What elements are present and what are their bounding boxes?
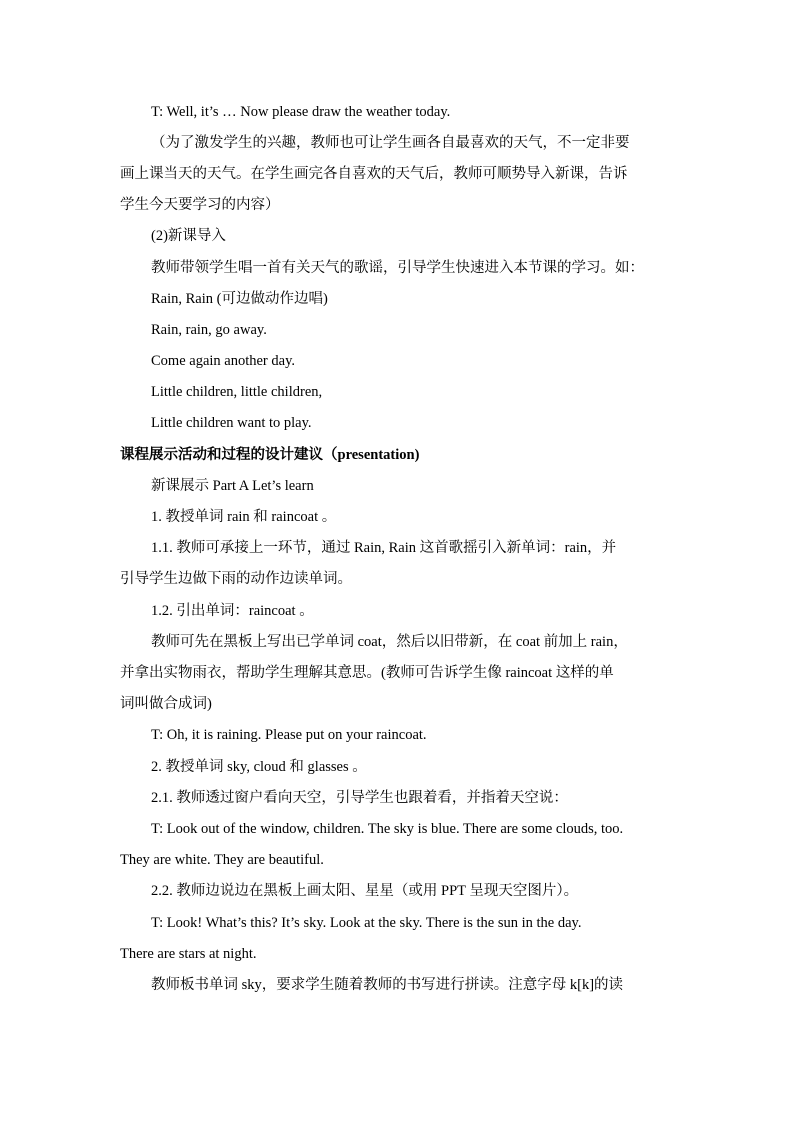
- numbered-item: 2.2. 教师边说边在黑板上画太阳、星星（或用 PPT 呈现天空图片）。: [151, 883, 579, 899]
- subheading: (2)新课导入: [151, 228, 226, 244]
- section-heading: 课程展示活动和过程的设计建议（presentation): [120, 447, 420, 463]
- song-line: Little children want to play.: [151, 415, 312, 431]
- dialogue-line: There are stars at night.: [120, 946, 257, 962]
- dialogue-line: T: Oh, it is raining. Please put on your raincoat.: [151, 727, 427, 743]
- dialogue-line: T: Look! What’s this? It’s sky. Look at the sky. There is the sun in the day.: [151, 915, 582, 931]
- paragraph-line: 引导学生边做下雨的动作边读单词。: [120, 571, 352, 587]
- song-title: Rain, Rain (可边做动作边唱): [151, 291, 328, 307]
- paragraph-line: （为了激发学生的兴趣，教师也可让学生画各自最喜欢的天气，不一定非要: [151, 135, 630, 151]
- numbered-item: 1.1. 教师可承接上一环节，通过 Rain, Rain 这首歌摇引入新单词：rain，并: [151, 540, 617, 556]
- numbered-item: 2.1. 教师透过窗户看向天空，引导学生也跟着看，并指着天空说：: [151, 790, 568, 806]
- song-line: Little children, little children,: [151, 384, 323, 400]
- song-line: Rain, rain, go away.: [151, 322, 267, 338]
- numbered-item: 1. 教授单词 rain 和 raincoat 。: [151, 509, 337, 525]
- numbered-item: 2. 教授单词 sky, cloud 和 glasses 。: [151, 759, 367, 775]
- paragraph-line: 学生今天要学习的内容）: [120, 197, 280, 213]
- song-line: Come again another day.: [151, 353, 296, 369]
- numbered-item: 1.2. 引出单词：raincoat 。: [151, 603, 314, 619]
- paragraph-line: 教师板书单词 sky，要求学生随着教师的书写进行拼读。注意字母 k[k]的读: [151, 977, 624, 993]
- paragraph-line: 并拿出实物雨衣，帮助学生理解其意思。(教师可告诉学生像 raincoat 这样的单: [120, 665, 614, 681]
- paragraph-line: 词叫做合成词): [120, 696, 212, 712]
- dialogue-line: T: Well, it’s … Now please draw the weather today.: [151, 104, 451, 120]
- paragraph-line: 教师可先在黑板上写出已学单词 coat，然后以旧带新，在 coat 前加上 rain，: [151, 634, 628, 650]
- paragraph-line: 画上课当天的天气。在学生画完各自喜欢的天气后，教师可顺势导入新课，告诉: [120, 166, 628, 182]
- dialogue-line: T: Look out of the window, children. The sky is blue. There are some clouds, too.: [151, 821, 624, 837]
- paragraph-line: 教师带领学生唱一首有关天气的歌谣，引导学生快速进入本节课的学习。如：: [151, 260, 644, 276]
- dialogue-line: They are white. They are beautiful.: [120, 852, 324, 868]
- paragraph-line: 新课展示 Part A Let’s learn: [151, 478, 314, 494]
